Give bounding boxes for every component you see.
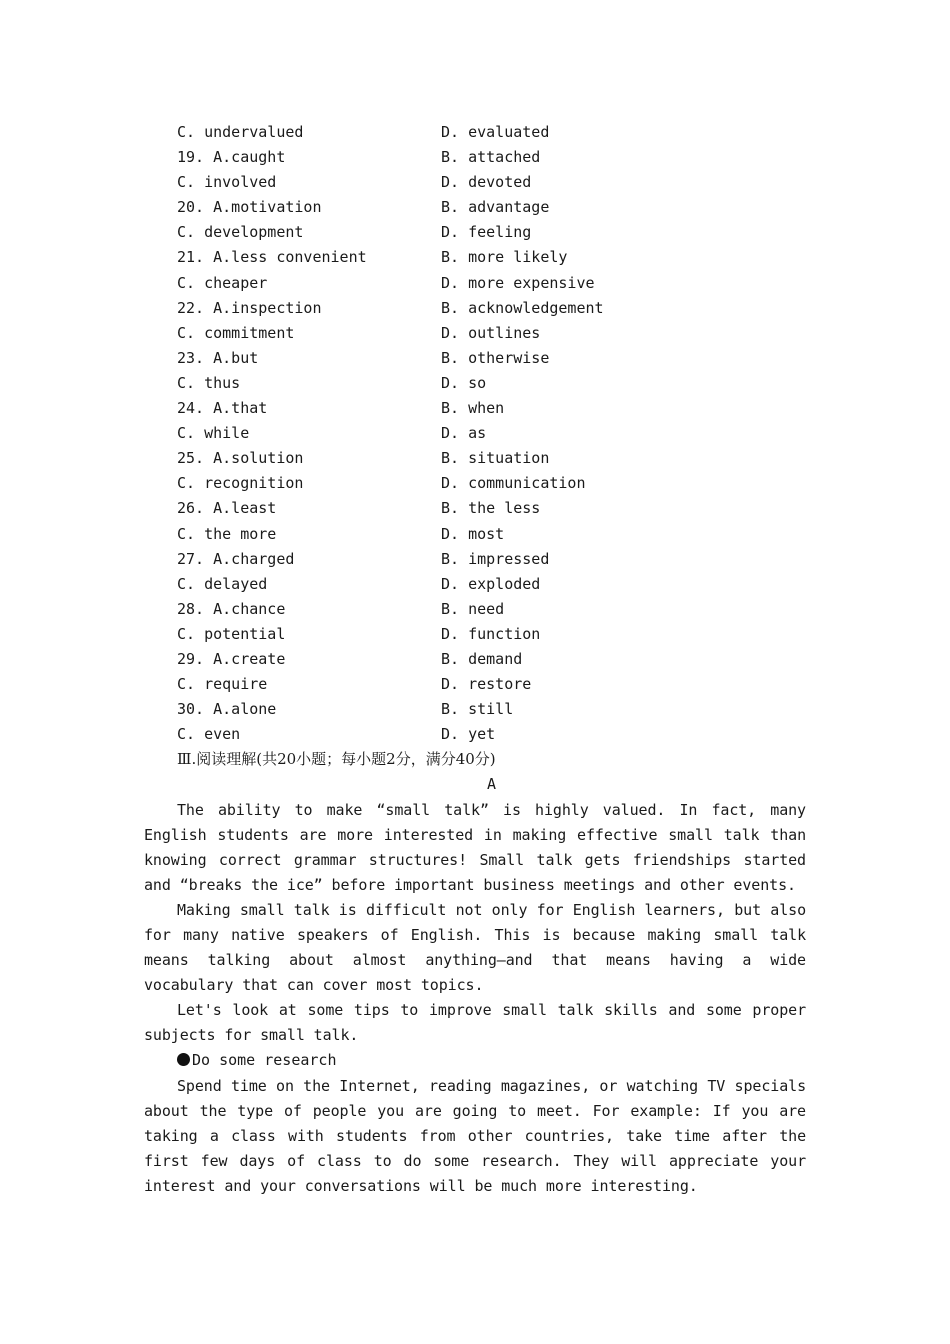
tip-heading-text: Do some research	[192, 1051, 337, 1070]
option-right: D. function	[441, 624, 541, 643]
option-left: C. development	[177, 223, 304, 242]
option-right: D. most	[441, 524, 505, 543]
option-right: D. so	[441, 373, 487, 392]
option-left: C. cheaper	[177, 273, 268, 292]
option-row	[144, 572, 806, 597]
option-left: C. even	[177, 725, 241, 744]
option-right: B. when	[441, 399, 505, 418]
passage-paragraph: The ability to make “small talk” is highly valued. In fact, many English students are more interested in making effective small talk than knowing correct grammar structures! Small talk gets friendships started and “breaks the ice” before important business meetings and other events.	[144, 800, 806, 894]
option-left: C. undervalued	[177, 123, 304, 141]
answer-options-list	[144, 120, 806, 747]
option-right: D. outlines	[441, 323, 541, 342]
option-row	[144, 672, 806, 697]
option-left: C. delayed	[177, 574, 268, 593]
option-left: 30. A.alone	[177, 700, 277, 719]
passage-label: A	[486, 775, 497, 794]
option-row	[144, 170, 806, 195]
option-left: 25. A.solution	[177, 449, 304, 468]
option-right: D. feeling	[441, 223, 532, 242]
section-title: Ⅲ.阅读理解(共20小题；每小题2分，满分40分)	[177, 750, 496, 769]
option-right: B. the less	[441, 499, 541, 518]
passage-paragraph: Making small talk is difficult not only for English learners, but also for many native speakers of English. This is because making small talk means talking about almost anything—and that means having a wide vocabulary that can cover most topics.	[144, 900, 806, 995]
option-left: C. require	[177, 675, 268, 694]
option-left: 22. A.inspection	[177, 298, 322, 317]
option-row	[144, 271, 806, 296]
option-right: B. still	[441, 700, 514, 719]
option-row	[144, 446, 806, 471]
option-right: D. communication	[441, 474, 586, 493]
option-row	[144, 547, 806, 572]
option-row	[144, 697, 806, 722]
option-left: C. involved	[177, 173, 277, 192]
option-row	[144, 371, 806, 396]
option-left: 19. A.caught	[177, 148, 286, 167]
option-left: C. the more	[177, 524, 277, 543]
option-right: D. devoted	[441, 173, 532, 192]
option-left: C. recognition	[177, 474, 304, 493]
option-left: 20. A.motivation	[177, 198, 322, 217]
option-row	[144, 471, 806, 496]
option-left: 23. A.but	[177, 348, 259, 367]
option-right: D. as	[441, 424, 487, 443]
option-row	[144, 396, 806, 421]
option-right: B. otherwise	[441, 348, 550, 367]
option-right: B. situation	[441, 449, 550, 468]
option-left: C. while	[177, 424, 250, 443]
option-right: D. restore	[441, 675, 532, 694]
option-left: 29. A.create	[177, 649, 286, 668]
option-left: C. potential	[177, 624, 286, 643]
option-row	[144, 496, 806, 521]
option-row	[144, 145, 806, 170]
option-row	[144, 296, 806, 321]
option-right: D. more expensive	[441, 273, 595, 292]
option-row	[144, 346, 806, 371]
option-right: B. need	[441, 599, 505, 618]
option-right: D. exploded	[441, 574, 541, 593]
passage-paragraph: Let's look at some tips to improve small talk skills and some proper subjects for small talk.	[144, 1001, 806, 1045]
option-right: D. yet	[441, 725, 496, 744]
option-row	[144, 722, 806, 747]
option-left: C. commitment	[177, 323, 295, 342]
option-left: 27. A.charged	[177, 549, 295, 568]
option-row	[144, 120, 806, 145]
option-left: C. thus	[177, 373, 241, 392]
option-right: B. demand	[441, 649, 523, 668]
option-row	[144, 195, 806, 220]
tip-paragraph: Spend time on the Internet, reading magazines, or watching TV specials about the type of people you are going to meet. For example: If you are taking a class with students from other countries, take time after the first few days of class to do some research. They will appreciate your interest and your conversations will be much more interesting.	[144, 1076, 806, 1195]
option-right: B. advantage	[441, 198, 550, 217]
option-row	[144, 622, 806, 647]
option-right: B. acknowledgement	[441, 298, 604, 317]
option-right: D. evaluated	[441, 123, 550, 141]
option-left: 24. A.that	[177, 399, 268, 418]
option-right: B. impressed	[441, 549, 550, 568]
option-left: 26. A.least	[177, 499, 277, 518]
option-row	[144, 421, 806, 446]
option-row	[144, 220, 806, 245]
option-left: 28. A.chance	[177, 599, 286, 618]
option-right: B. attached	[441, 148, 541, 167]
option-row	[144, 647, 806, 672]
option-left: 21. A.less convenient	[177, 248, 367, 267]
option-row	[144, 597, 806, 622]
option-row	[144, 522, 806, 547]
bullet-icon	[177, 1053, 190, 1066]
exam-page	[144, 120, 806, 1199]
option-row	[144, 245, 806, 270]
tip-heading	[144, 1048, 806, 1073]
option-right: B. more likely	[441, 248, 568, 267]
option-row	[144, 321, 806, 346]
